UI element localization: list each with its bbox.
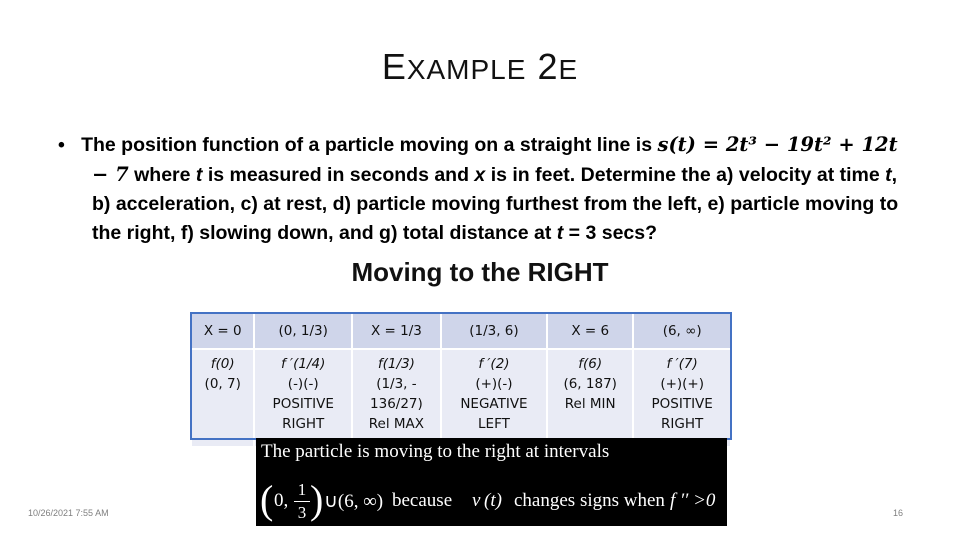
- table-header-cell: (1/3, 6): [441, 313, 547, 349]
- table-header-cell: (0, 1/3): [254, 313, 352, 349]
- conclusion-line: The particle is moving to the right at intervals: [261, 441, 610, 462]
- table-row: [191, 349, 731, 447]
- table-cell: f(0) (0, 7): [191, 349, 254, 447]
- slide-title: EXAMPLE 2E: [381, 46, 579, 87]
- table-cell: f(6) (6, 187) Rel MIN: [547, 349, 633, 447]
- table-header-cell: X = 6: [547, 313, 633, 349]
- table-header-cell: (6, ∞): [633, 313, 731, 349]
- table-cell: f ′(7) (+)(+) POSITIVE RIGHT: [633, 349, 731, 447]
- table-header-cell: X = 0: [191, 313, 254, 349]
- sign-chart-table: [190, 312, 732, 448]
- conclusion-math: ( 0, 1 3 ) ∪(6, ∞) because v (t) changes signs when f ′′ >0: [260, 477, 716, 522]
- section-heading: Moving to the RIGHT: [351, 257, 609, 287]
- conclusion-box: [256, 438, 727, 526]
- bullet-icon: •: [58, 134, 65, 156]
- position-formula: s(t) = 2t³ − 19t² + 12t − 7: [92, 133, 898, 186]
- table-cell: f(1/3) (1/3, - 136/27) Rel MAX: [352, 349, 441, 447]
- problem-statement: • The position function of a particle moving on a straight line is s(t) = 2t³ − 19t² + 12t − 7 where t is measured in seconds and x is in feet. Determine the a) velocity at time t, b) acceleration, c) at rest, d) particle moving furthest from the left, e) particle moving to the right, f) slowing down, and g) total distance at t = 3 secs?: [58, 133, 899, 244]
- page-number: 16: [893, 508, 904, 518]
- table-cell: f ′(2) (+)(-) NEGATIVE LEFT: [441, 349, 547, 447]
- table-cell: f ′(1/4) (-)(-) POSITIVE RIGHT: [254, 349, 352, 447]
- fraction-one-third: 1 3: [294, 480, 310, 523]
- footer-date: 10/26/2021 7:55 AM: [28, 508, 109, 518]
- table-header-row: [191, 313, 731, 349]
- table-header-cell: X = 1/3: [352, 313, 441, 349]
